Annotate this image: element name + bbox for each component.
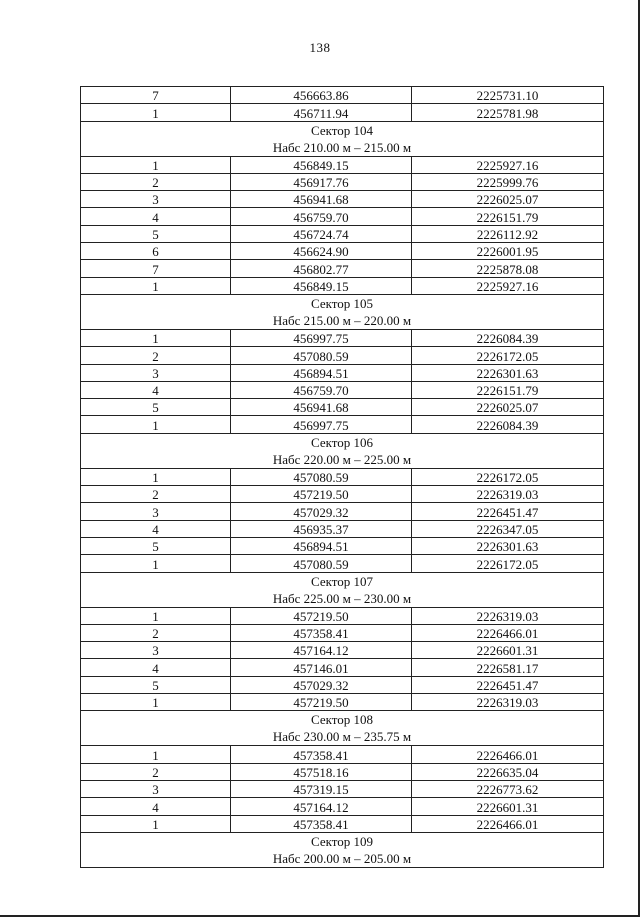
y-coordinate-cell: 2226172.05 [412,468,604,485]
x-coordinate-cell: 456802.77 [231,260,412,277]
table-row [81,642,604,659]
x-coordinate-cell: 456941.68 [231,191,412,208]
coordinates-table [80,86,604,868]
table-row [81,815,604,832]
sector-height-range: Набс 230.00 м – 235.75 м [272,729,412,745]
sector-header-cell [81,711,604,746]
y-coordinate-cell: 2226581.17 [412,659,604,676]
table-row [81,555,604,572]
point-number-cell: 5 [81,399,231,416]
point-number-cell: 4 [81,520,231,537]
point-number-cell: 3 [81,503,231,520]
table-row [81,416,604,433]
point-number-cell: 7 [81,87,231,104]
y-coordinate-cell: 2226466.01 [412,746,604,763]
table-row [81,225,604,242]
x-coordinate-cell: 457219.50 [231,486,412,503]
point-number-cell: 2 [81,486,231,503]
point-number-cell: 4 [81,208,231,225]
sector-header-cell [81,433,604,468]
point-number-cell: 3 [81,642,231,659]
table-row [81,347,604,364]
table-row [81,746,604,763]
sector-title: Сектор 106 [310,434,373,450]
sector-height-range: Набс 210.00 м – 215.00 м [272,139,412,155]
x-coordinate-cell: 456759.70 [231,208,412,225]
table-row [81,156,604,173]
y-coordinate-cell: 2225731.10 [412,87,604,104]
sector-header-cell [81,294,604,329]
point-number-cell: 4 [81,659,231,676]
sector-header-row [81,832,604,867]
sector-header-row [81,572,604,607]
table-row [81,208,604,225]
x-coordinate-cell: 457080.59 [231,555,412,572]
y-coordinate-cell: 2226466.01 [412,624,604,641]
point-number-cell: 4 [81,798,231,815]
point-number-cell: 2 [81,173,231,190]
y-coordinate-cell: 2226773.62 [412,780,604,797]
sector-title: Сектор 104 [310,122,373,138]
table-row [81,659,604,676]
point-number-cell: 1 [81,815,231,832]
point-number-cell: 1 [81,329,231,346]
table-row [81,503,604,520]
y-coordinate-cell: 2226172.05 [412,347,604,364]
y-coordinate-cell: 2226301.63 [412,364,604,381]
y-coordinate-cell: 2226301.63 [412,537,604,554]
y-coordinate-cell: 2226601.31 [412,798,604,815]
x-coordinate-cell: 457358.41 [231,815,412,832]
sector-header-row [81,433,604,468]
point-number-cell: 3 [81,364,231,381]
point-number-cell: 2 [81,624,231,641]
table-row [81,798,604,815]
table-row [81,260,604,277]
sector-height-range: Набс 225.00 м – 230.00 м [272,590,412,606]
table-row [81,277,604,294]
y-coordinate-cell: 2226025.07 [412,399,604,416]
point-number-cell: 2 [81,347,231,364]
y-coordinate-cell: 2226001.95 [412,243,604,260]
x-coordinate-cell: 456624.90 [231,243,412,260]
point-number-cell: 1 [81,277,231,294]
table-row [81,780,604,797]
point-number-cell: 2 [81,763,231,780]
sector-header-row [81,121,604,156]
table-row [81,329,604,346]
y-coordinate-cell: 2226084.39 [412,329,604,346]
x-coordinate-cell: 457080.59 [231,468,412,485]
point-number-cell: 1 [81,104,231,121]
x-coordinate-cell: 456711.94 [231,104,412,121]
x-coordinate-cell: 456724.74 [231,225,412,242]
table-row [81,191,604,208]
x-coordinate-cell: 457319.15 [231,780,412,797]
x-coordinate-cell: 456917.76 [231,173,412,190]
y-coordinate-cell: 2225781.98 [412,104,604,121]
x-coordinate-cell: 456663.86 [231,87,412,104]
y-coordinate-cell: 2226084.39 [412,416,604,433]
y-coordinate-cell: 2226151.79 [412,381,604,398]
x-coordinate-cell: 456849.15 [231,277,412,294]
x-coordinate-cell: 456849.15 [231,156,412,173]
table-row [81,694,604,711]
point-number-cell: 1 [81,746,231,763]
table-row [81,104,604,121]
sector-header-cell [81,832,604,867]
table-row [81,381,604,398]
y-coordinate-cell: 2226319.03 [412,607,604,624]
x-coordinate-cell: 457358.41 [231,746,412,763]
x-coordinate-cell: 456894.51 [231,537,412,554]
x-coordinate-cell: 456941.68 [231,399,412,416]
point-number-cell: 1 [81,555,231,572]
x-coordinate-cell: 457146.01 [231,659,412,676]
y-coordinate-cell: 2225878.08 [412,260,604,277]
y-coordinate-cell: 2226451.47 [412,503,604,520]
point-number-cell: 5 [81,537,231,554]
y-coordinate-cell: 2226151.79 [412,208,604,225]
table-row [81,243,604,260]
table-row [81,173,604,190]
sector-header-cell [81,121,604,156]
table-row [81,364,604,381]
x-coordinate-cell: 456935.37 [231,520,412,537]
x-coordinate-cell: 457219.50 [231,607,412,624]
table-row [81,87,604,104]
x-coordinate-cell: 457029.32 [231,503,412,520]
sector-height-range: Набс 200.00 м – 205.00 м [272,850,412,866]
point-number-cell: 5 [81,225,231,242]
table-row [81,763,604,780]
point-number-cell: 1 [81,156,231,173]
x-coordinate-cell: 457358.41 [231,624,412,641]
sector-height-range: Набс 215.00 м – 220.00 м [272,312,412,328]
x-coordinate-cell: 457164.12 [231,642,412,659]
y-coordinate-cell: 2226347.05 [412,520,604,537]
sector-header-row [81,294,604,329]
point-number-cell: 3 [81,191,231,208]
x-coordinate-cell: 456997.75 [231,329,412,346]
point-number-cell: 3 [81,780,231,797]
table-row [81,486,604,503]
point-number-cell: 1 [81,468,231,485]
page-number: 138 [309,40,331,55]
y-coordinate-cell: 2226319.03 [412,486,604,503]
x-coordinate-cell: 456997.75 [231,416,412,433]
point-number-cell: 7 [81,260,231,277]
sector-title: Сектор 108 [310,712,373,728]
x-coordinate-cell: 457029.32 [231,676,412,693]
table-row [81,520,604,537]
point-number-cell: 6 [81,243,231,260]
table-row [81,607,604,624]
y-coordinate-cell: 2226466.01 [412,815,604,832]
sector-title: Сектор 107 [310,573,373,589]
table-row [81,537,604,554]
sector-header-row [81,711,604,746]
x-coordinate-cell: 457164.12 [231,798,412,815]
y-coordinate-cell: 2226172.05 [412,555,604,572]
sector-title: Сектор 109 [310,833,373,849]
y-coordinate-cell: 2226112.92 [412,225,604,242]
point-number-cell: 1 [81,416,231,433]
y-coordinate-cell: 2226601.31 [412,642,604,659]
point-number-cell: 4 [81,381,231,398]
y-coordinate-cell: 2225927.16 [412,277,604,294]
x-coordinate-cell: 457219.50 [231,694,412,711]
table-row [81,676,604,693]
point-number-cell: 1 [81,694,231,711]
coordinates-table-body [81,87,604,868]
x-coordinate-cell: 457080.59 [231,347,412,364]
x-coordinate-cell: 457518.16 [231,763,412,780]
y-coordinate-cell: 2225999.76 [412,173,604,190]
table-row [81,624,604,641]
y-coordinate-cell: 2226451.47 [412,676,604,693]
x-coordinate-cell: 456894.51 [231,364,412,381]
point-number-cell: 5 [81,676,231,693]
y-coordinate-cell: 2226319.03 [412,694,604,711]
y-coordinate-cell: 2226635.04 [412,763,604,780]
point-number-cell: 1 [81,607,231,624]
sector-header-cell [81,572,604,607]
x-coordinate-cell: 456759.70 [231,381,412,398]
y-coordinate-cell: 2225927.16 [412,156,604,173]
table-row [81,468,604,485]
table-row [81,399,604,416]
sector-title: Сектор 105 [310,295,373,311]
y-coordinate-cell: 2226025.07 [412,191,604,208]
sector-height-range: Набс 220.00 м – 225.00 м [272,451,412,467]
